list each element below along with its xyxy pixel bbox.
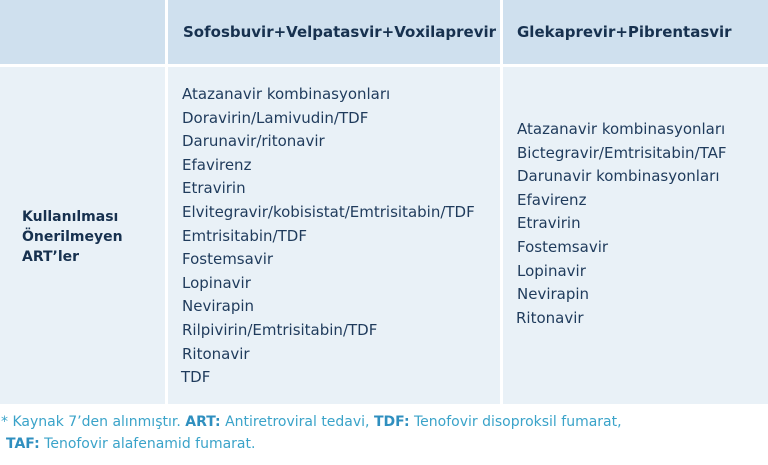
list-item: Bictegravir/Emtrisitabin/TAF <box>517 143 727 162</box>
list-item: Nevirapin <box>182 297 255 316</box>
list-item: Lopinavir <box>182 273 251 292</box>
row-label-line: Kullanılması <box>22 209 119 225</box>
abbr-taf: TAF: <box>6 436 40 452</box>
footnote-line-2 <box>1 433 767 455</box>
header-sof-vel-vox <box>168 0 500 64</box>
row-label-line: ART’ler <box>22 249 80 265</box>
sof-vel-vox-drug-list <box>182 83 475 390</box>
abbr-taf-def: Tenofovir alafenamid fumarat. <box>39 436 256 452</box>
list-item: Etravirin <box>517 214 581 233</box>
header-gle-pib <box>503 0 768 64</box>
list-item: Elvitegravir/kobisistat/Emtrisitabin/TDF <box>182 202 475 221</box>
column-title-gle-pib: Glekaprevir+Pibrentasvir <box>517 23 732 41</box>
abbr-art-def: Antiretroviral tedavi, <box>220 414 374 430</box>
list-item: Darunavir kombinasyonları <box>517 167 720 186</box>
list-item: Ritonavir <box>516 308 584 327</box>
header-empty-cell <box>0 0 165 64</box>
row-label-cell <box>0 67 165 404</box>
list-item: Efavirenz <box>182 155 252 174</box>
list-item: Rilpivirin/Emtrisitabin/TDF <box>182 320 378 339</box>
footnote-line-1 <box>1 411 767 433</box>
footnote-source: * Kaynak 7’den alınmıştır. <box>1 414 186 430</box>
list-item: Ritonavir <box>182 344 250 363</box>
gle-pib-cell <box>503 67 768 404</box>
list-item: Emtrisitabin/TDF <box>182 226 307 245</box>
abbr-tdf-def: Tenofovir disoproksil fumarat, <box>409 414 622 430</box>
list-item: Fostemsavir <box>182 250 274 269</box>
list-item: Atazanavir kombinasyonları <box>182 85 391 103</box>
list-item: Efavirenz <box>517 190 587 209</box>
row-label-line: Önerilmeyen <box>22 229 123 245</box>
gle-pib-drug-list <box>517 118 726 330</box>
list-item: Doravirin/Lamivudin/TDF <box>182 108 369 127</box>
list-item: Atazanavir kombinasyonları <box>517 120 726 138</box>
row-label <box>22 207 157 267</box>
abbr-art: ART: <box>185 414 221 430</box>
list-item: Etravirin <box>182 179 246 198</box>
abbr-tdf: TDF: <box>373 414 410 430</box>
column-title-sof-vel-vox: Sofosbuvir+Velpatasvir+Voxilaprevir <box>183 23 497 41</box>
list-item: TDF <box>181 368 211 387</box>
list-item: Nevirapin <box>517 285 590 304</box>
list-item: Lopinavir <box>517 261 586 280</box>
list-item: Fostemsavir <box>517 237 609 256</box>
list-item: Darunavir/ritonavir <box>182 132 325 151</box>
footnote <box>1 411 767 455</box>
sof-vel-vox-cell <box>168 67 500 404</box>
